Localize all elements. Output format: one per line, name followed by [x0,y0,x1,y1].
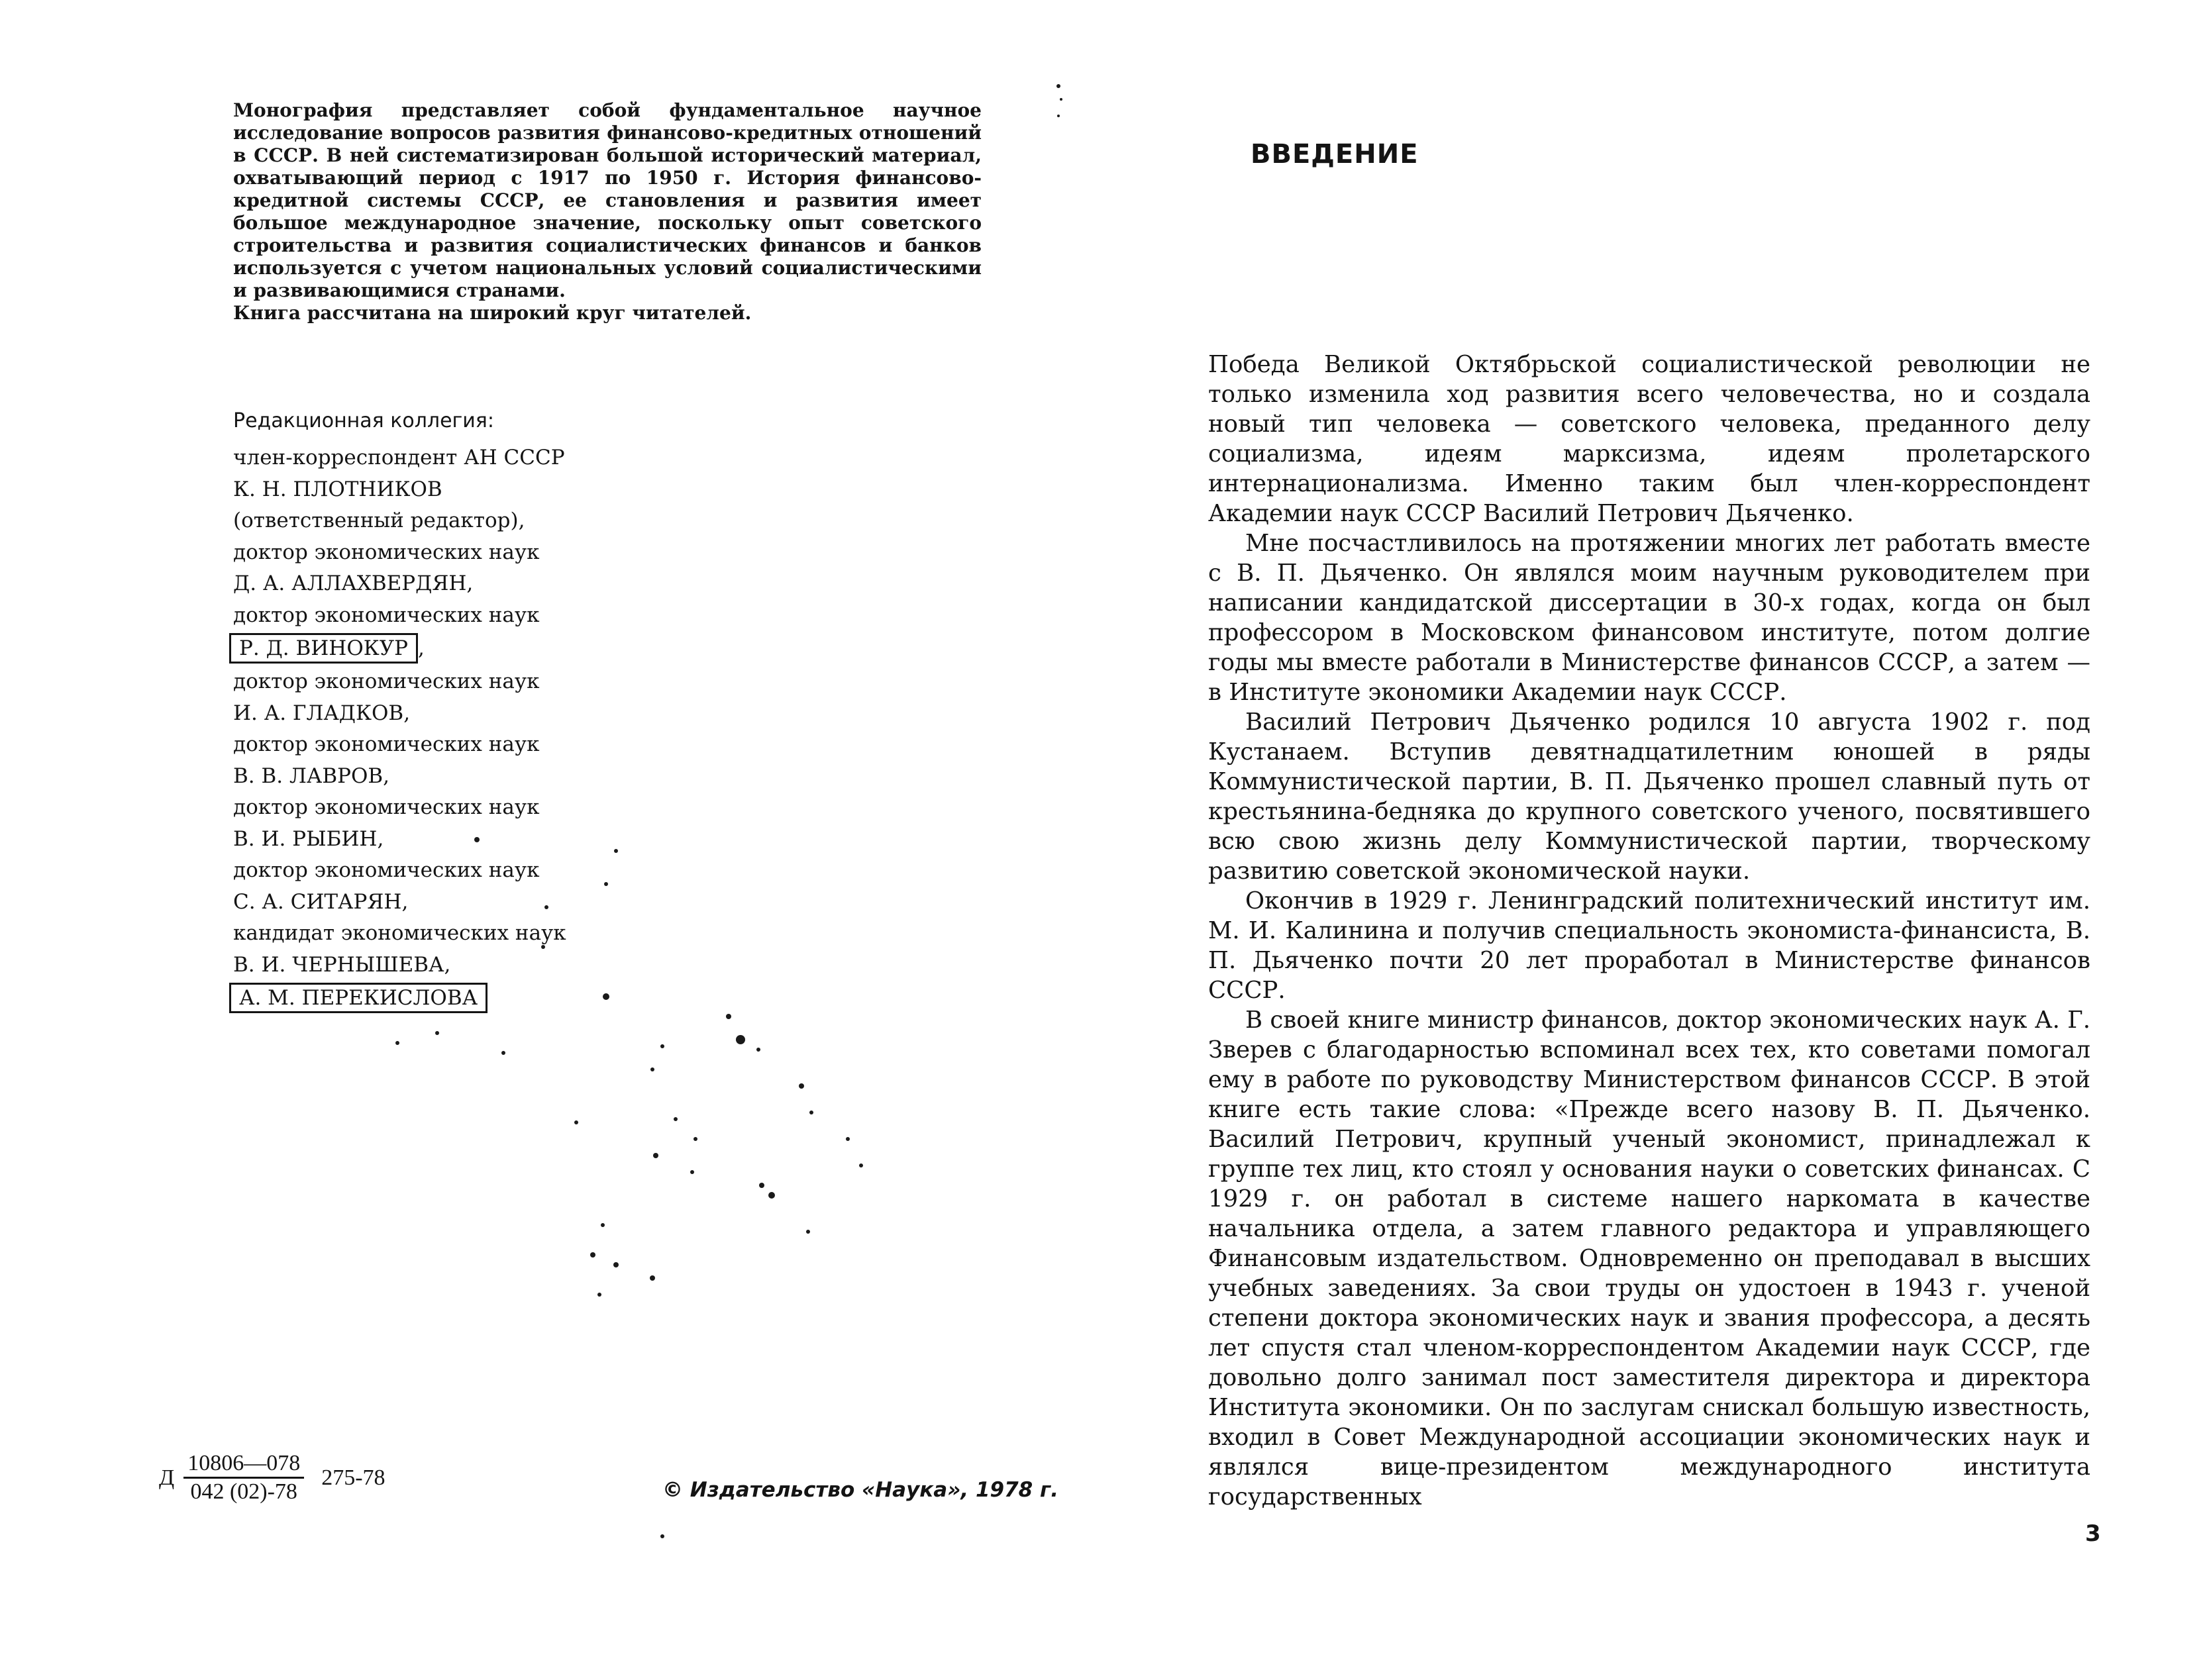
index-numerator: 10806—078 [183,1450,304,1479]
left-page [0,0,1102,1680]
index-fraction [183,1450,304,1505]
editorial-board-list [233,442,697,1016]
annotation-paragraph: Монография представляет собой фундаментальное научное исследование вопросов развития финансово-кредитных отношений в СССР. В ней систематизирован большой исторический материал, охватывающий период с 1917 по 1950 г. История финансово-кредитной системы СССР, ее становления и развития имеет большое международное значение, поскольку опыт советского строительства и развития социалистических финансов и банков используется с учетом национальных условий социалистическими и развивающимися странами. [233,99,982,301]
board-member-name: С. А. СИТАРЯН, [233,889,409,914]
board-entry [233,442,697,537]
memorial-boxed-name: Р. Д. ВИНОКУР [229,633,418,664]
board-member-role: доктор экономических наук [233,858,540,882]
body-paragraph: Окончив в 1929 г. Ленинградский политехнический институт им. М. И. Калинина и получив специальность экономиста-финансиста, В. П. Дьяченко почти 20 лет проработал в Министерстве финансов СССР. [1208,887,2090,1004]
body-paragraph: Василий Петрович Дьяченко родился 10 августа 1902 г. под Кустанаем. Вступив девятнадцатилетним юношей в ряды Коммунистической партии, В. П. Дьяченко прошел славный путь от крестьянина-бедняка до крупного советского ученого, посвятившего всю свою жизнь делу Коммунистической партии, творческому развитию советской экономической науки. [1208,709,2090,885]
library-index [159,1450,385,1505]
name-suffix: , [418,636,425,660]
chapter-heading: ВВЕДЕНИЕ [1251,139,1419,170]
board-member-name: В. И. РЫБИН, [233,826,384,851]
index-denominator: 042 (02)-78 [190,1479,297,1504]
board-entry [233,729,697,792]
board-member-name: Д. А. АЛЛАХВЕРДЯН, [233,571,474,595]
board-member-name: И. А. ГЛАДКОВ, [233,701,411,725]
board-entry [233,792,697,855]
page-number: 3 [2085,1520,2101,1547]
index-letter: Д [159,1465,175,1490]
board-entry [233,666,697,729]
memorial-boxed-name: А. М. ПЕРЕКИСЛОВА [229,983,487,1013]
board-member-role: доктор экономических наук [233,795,540,819]
board-member-name: В. В. ЛАВРОВ, [233,764,390,788]
annotation-text [233,99,982,324]
editorial-board-title: Редакционная коллегия: [233,409,494,432]
body-paragraph: В своей книге министр финансов, доктор экономических наук А. Г. Зверев с благодарностью вспоминал всех тех, кто советами помогал ему в работе по руководству Министерством финансов СССР. В этой книге есть такие слова: «Прежде всего назову В. П. Дьяченко. Василий Петрович, крупный ученый экономист, принадлежал к группе тех лиц, кто стоял у основания науки о советских финансах. С 1929 г. он работал в системе нашего наркомата в качестве начальника отдела, а затем главного редактора и управляющего Финансовым издательством. Одновременно он преподавал в высших учебных заведениях. За свои труды он удостоен в 1943 г. ученой степени доктора экономических наук и звания профессора, а десять лет спустя стал членом-корреспондентом Академии наук СССР, где довольно долго занимал пост заместителя директора и директора Института экономики. Он по заслугам снискал большую известность, входил в Совет Международной ассоциации экономических наук и являлся вице-президентом международного института государственных [1208,1007,2090,1510]
body-paragraph: Победа Великой Октябрьской социалистической революции не только изменила ход развития всего человечества, но и создала новый тип человека — советского человека, преданного делу социализма, идеям марксизма, идеям пролетарского интернационализма. Именно таким был член-корреспондент Академии наук СССР Василий Петрович Дьяченко. [1208,351,2090,527]
annotation-readership: Книга рассчитана на широкий круг читателей. [233,302,752,324]
board-entry [233,537,697,600]
board-entry [233,918,697,981]
index-code: 275-78 [321,1465,385,1490]
board-entry [233,981,697,1016]
board-member-role: член-корреспондент АН СССР [233,446,565,469]
introduction-text [1208,350,2090,1512]
body-paragraph: Мне посчастливилось на протяжении многих лет работать вместе с В. П. Дьяченко. Он являлся моим научным руководителем при написании кандидатской диссертации в 30-х годах, когда он был профессором в Московском финансовом институте, потом долгие годы мы вместе работали в Министерстве финансов СССР, а затем — в Институте экономики Академии наук СССР. [1208,530,2090,706]
board-member-role: доктор экономических наук [233,732,540,756]
copyright-line: © Издательство «Наука», 1978 г. [662,1478,1058,1502]
board-member-role: доктор экономических наук [233,669,540,693]
board-member-name: К. Н. ПЛОТНИКОВ [233,477,442,501]
board-entry [233,855,697,918]
board-member-note: (ответственный редактор), [233,509,525,532]
board-member-role: кандидат экономических наук [233,921,566,945]
board-member-role: доктор экономических наук [233,540,540,564]
board-member-role: доктор экономических наук [233,603,540,627]
board-entry [233,600,697,667]
board-member-name: В. И. ЧЕРНЫШЕВА, [233,952,451,977]
